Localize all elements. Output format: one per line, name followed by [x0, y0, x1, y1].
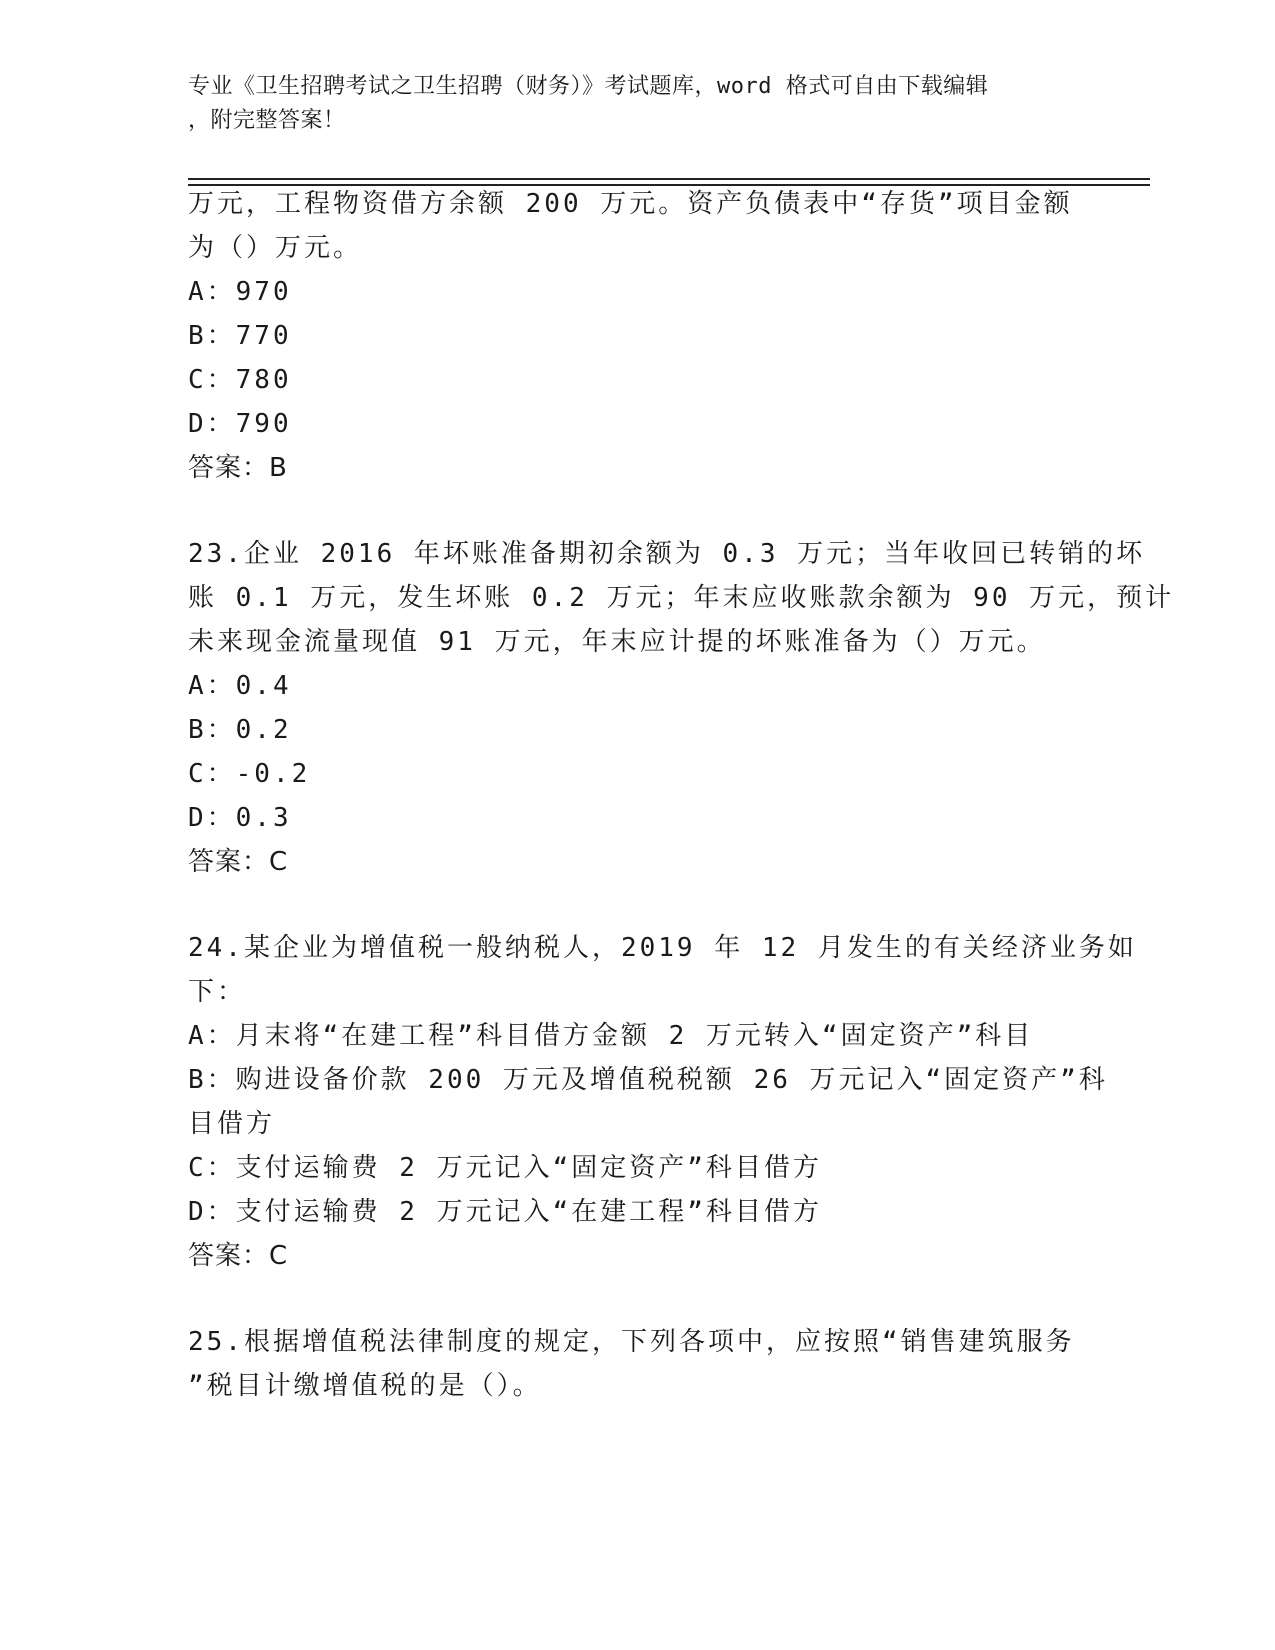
q23-option-c: C：-0.2 [188, 759, 311, 789]
q25-stem-line-1: 25.根据增值税法律制度的规定，下列各项中，应按照“销售建筑服务 [188, 1327, 1075, 1357]
q22-option-a: A：970 [188, 277, 292, 307]
q23-stem-line-2: 账 0.1 万元，发生坏账 0.2 万元；年末应收账款余额为 90 万元，预计 [188, 583, 1175, 613]
q22-option-b: B：770 [188, 321, 292, 351]
q23-stem-line-3: 未来现金流量现值 91 万元，年末应计提的坏账准备为（）万元。 [188, 627, 1046, 657]
q24-stem-line-1: 24.某企业为增值税一般纳税人，2019 年 12 月发生的有关经济业务如 [188, 933, 1137, 963]
q24-option-c: C：支付运输费 2 万元记入“固定资产”科目借方 [188, 1153, 822, 1183]
q22-stem-line-2: 为（）万元。 [188, 233, 363, 263]
q22-answer: 答案：B [188, 453, 288, 483]
q24-stem-line-2: 下： [188, 977, 247, 1007]
q24-option-a: A：月末将“在建工程”科目借方金额 2 万元转入“固定资产”科目 [188, 1021, 1034, 1051]
document-header [188, 70, 1088, 138]
q25-stem-line-2: ”税目计缴增值税的是（）。 [188, 1371, 542, 1401]
q24-option-b-line-1: B：购进设备价款 200 万元及增值税税额 26 万元记入“固定资产”科 [188, 1065, 1108, 1095]
q24-answer: 答案：C [188, 1241, 289, 1271]
q22-option-c: C：780 [188, 365, 292, 395]
q24-option-d: D：支付运输费 2 万元记入“在建工程”科目借方 [188, 1197, 822, 1227]
q23-option-d: D：0.3 [188, 803, 292, 833]
q22-stem-line-1: 万元，工程物资借方余额 200 万元。资产负债表中“存货”项目金额 [188, 189, 1073, 219]
header-line-1: 专业《卫生招聘考试之卫生招聘（财务）》考试题库，word 格式可自由下载编辑 [188, 74, 989, 99]
q23-option-a: A：0.4 [188, 671, 292, 701]
q23-stem-line-1: 23.企业 2016 年坏账准备期初余额为 0.3 万元；当年收回已转销的坏 [188, 539, 1146, 569]
header-line-2: ，附完整答案！ [188, 108, 346, 133]
header-divider-top [188, 178, 1150, 180]
q22-option-d: D：790 [188, 409, 292, 439]
q24-option-b-line-2: 目借方 [188, 1109, 276, 1139]
q23-answer: 答案：C [188, 847, 289, 877]
q23-option-b: B：0.2 [188, 715, 292, 745]
